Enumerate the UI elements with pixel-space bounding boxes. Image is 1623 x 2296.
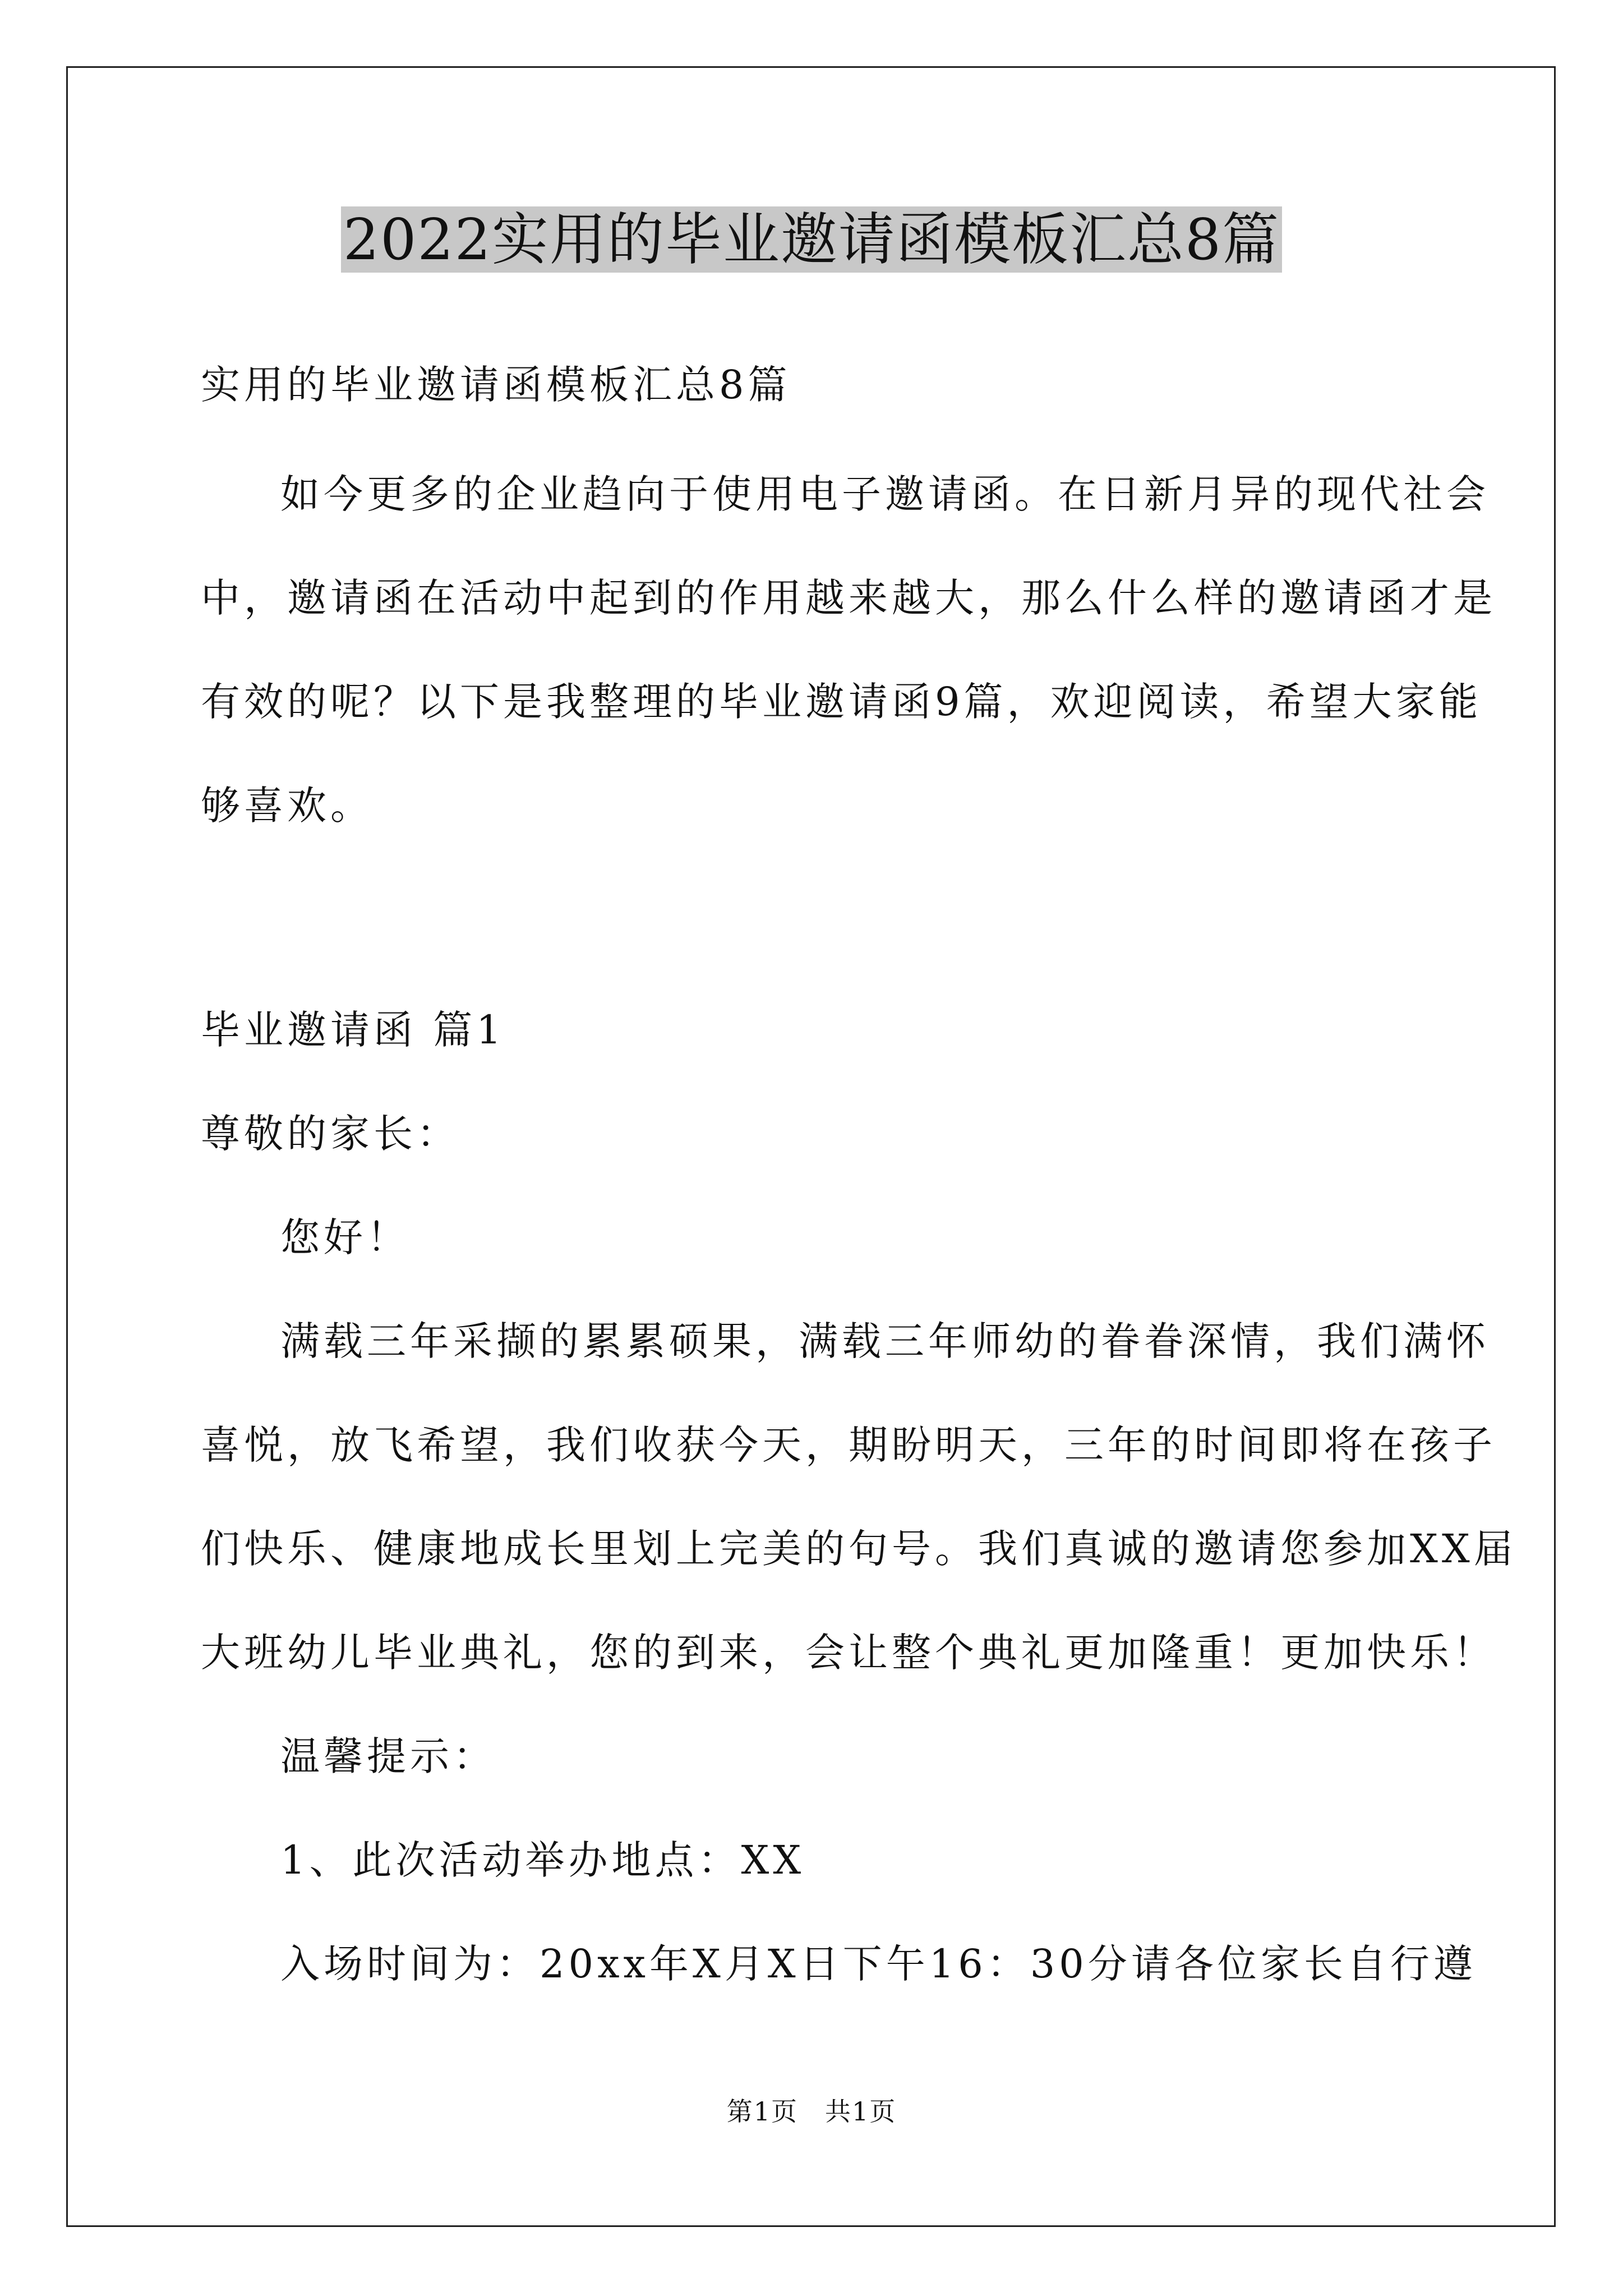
- body-line: 喜悦，放飞希望，我们收获今天，期盼明天，三年的时间即将在孩子: [201, 1422, 1496, 1468]
- intro-line: 够喜欢。: [201, 783, 374, 829]
- greeting: 您好！: [280, 1214, 410, 1260]
- salutation: 尊敬的家长：: [201, 1111, 460, 1157]
- tip-item: 1、此次活动举办地点：XX: [280, 1837, 805, 1883]
- body-line: 们快乐、健康地成长里划上完美的句号。我们真诚的邀请您参加XX届: [201, 1526, 1517, 1572]
- document-title: [0, 203, 1623, 276]
- section-heading: 毕业邀请函 篇1: [201, 1007, 505, 1053]
- document-title-text: 2022实用的毕业邀请函模板汇总8篇: [341, 206, 1282, 273]
- intro-line: 如今更多的企业趋向于使用电子邀请函。在日新月异的现代社会: [280, 471, 1490, 517]
- entry-time: 入场时间为：20xx年X月X日下午16：30分请各位家长自行遵: [280, 1941, 1477, 1987]
- body-line: 大班幼儿毕业典礼，您的到来，会让整个典礼更加隆重！更加快乐！: [201, 1630, 1496, 1676]
- body-line: 满载三年采撷的累累硕果，满载三年师幼的眷眷深情，我们满怀: [280, 1318, 1490, 1364]
- tips-heading: 温馨提示：: [280, 1733, 496, 1779]
- page-number: 第1页 共1页: [726, 2096, 897, 2127]
- subtitle: 实用的毕业邀请函模板汇总8篇: [201, 362, 791, 408]
- intro-line: 中，邀请函在活动中起到的作用越来越大，那么什么样的邀请函才是: [201, 575, 1496, 621]
- page-footer: [0, 2091, 1623, 2128]
- intro-line: 有效的呢？以下是我整理的毕业邀请函9篇，欢迎阅读，希望大家能: [201, 679, 1482, 725]
